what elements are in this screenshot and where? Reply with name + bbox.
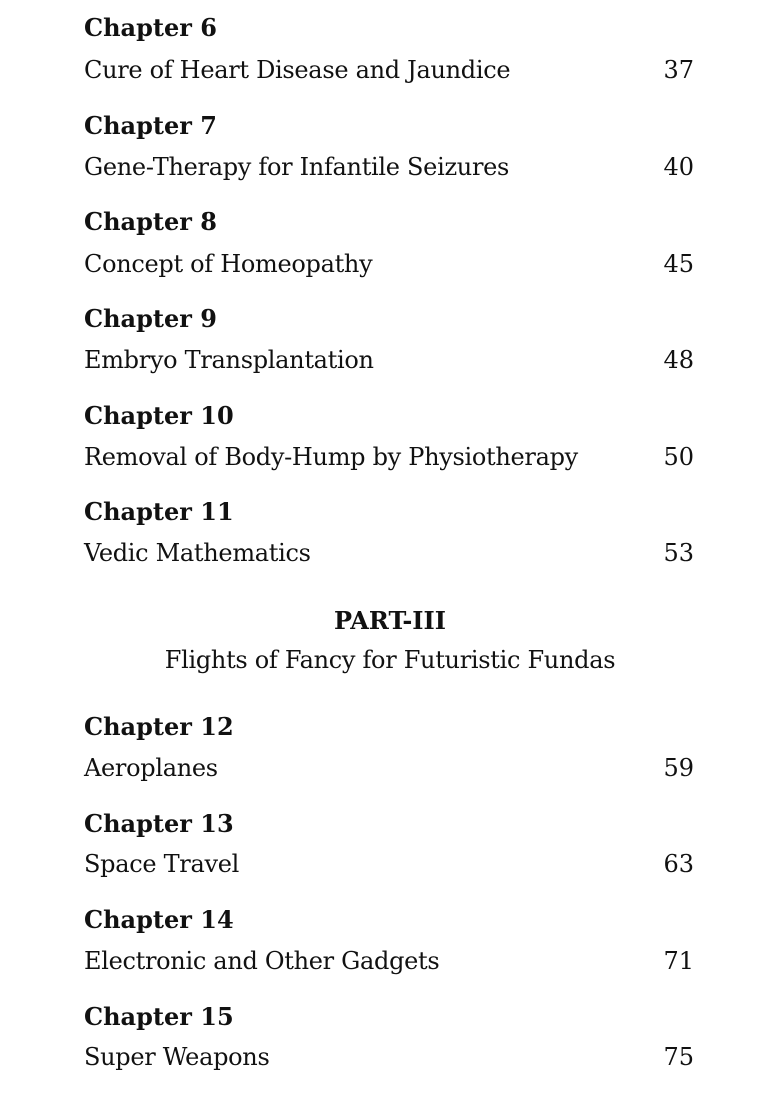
page-number: 63 [663,850,694,878]
chapter-label: Chapter 6 [84,13,217,42]
chapter-label: Chapter 13 [84,809,234,838]
chapter-label: Chapter 7 [84,111,217,140]
chapter-title: Embryo Transplantation [84,346,374,374]
chapter-title: Super Weapons [84,1043,270,1071]
page-number: 71 [663,947,694,975]
chapter-title: Vedic Mathematics [84,539,311,567]
chapter-label: Chapter 15 [84,1002,234,1031]
part-heading: PART-III [334,606,446,635]
chapter-title: Concept of Homeopathy [84,250,373,278]
page-number: 59 [663,754,694,782]
chapter-title: Space Travel [84,850,240,878]
page-number: 48 [663,346,694,374]
chapter-title: Electronic and Other Gadgets [84,947,440,975]
chapter-title: Cure of Heart Disease and Jaundice [84,56,511,84]
chapter-label: Chapter 8 [84,207,217,236]
chapter-title: Gene-Therapy for Infantile Seizures [84,153,510,181]
page-number: 45 [663,250,694,278]
chapter-label: Chapter 10 [84,401,234,430]
chapter-label: Chapter 9 [84,304,217,333]
chapter-title: Aeroplanes [84,754,218,782]
chapter-label: Chapter 11 [84,497,234,526]
chapter-title: Removal of Body-Hump by Physiotherapy [84,443,578,471]
page-number: 40 [663,153,694,181]
page-number: 50 [663,443,694,471]
page-number: 37 [663,56,694,84]
chapter-label: Chapter 14 [84,905,234,934]
page-number: 53 [663,539,694,567]
chapter-label: Chapter 12 [84,712,234,741]
part-subtitle: Flights of Fancy for Futuristic Fundas [164,646,616,674]
page-number: 75 [663,1043,694,1071]
